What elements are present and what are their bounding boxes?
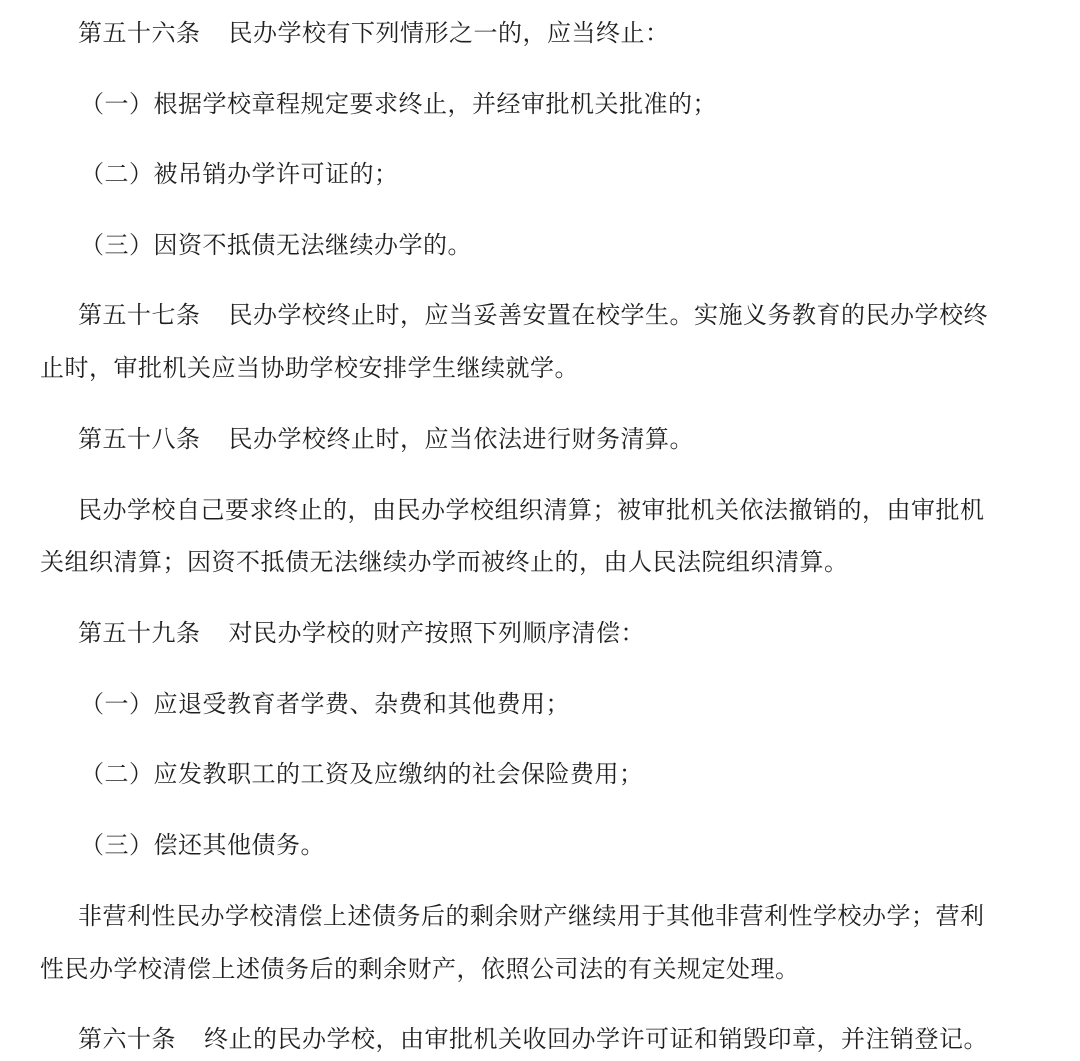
article-58-text: 民办学校终止时，应当依法进行财务清算。 [228,425,694,453]
article-56-item-1: （一）根据学校章程规定要求终止，并经审批机关批准的； [80,90,717,118]
article-56-item-2: （二）被吊销办学许可证的； [80,160,399,188]
article-56-item-3: （三）因资不抵债无法继续办学的。 [80,231,472,259]
article-56-heading [78,17,670,49]
article-59-item-2: （二）应发教职工的工资及应缴纳的社会保险费用； [80,760,644,788]
article-59-heading [78,617,645,649]
article-58-number: 第五十八条 [78,425,201,453]
article-58-para2-line-2: 关组织清算；因资不抵债无法继续办学而被终止的，由人民法院组织清算。 [40,548,849,576]
article-57-line-2: 止时，审批机关应当协助学校安排学生继续就学。 [40,354,579,382]
article-60-text: 终止的民办学校，由审批机关收回办学许可证和销毁印章，并注销登记。 [204,1025,988,1053]
article-59-para2-line-2: 性民办学校清偿上述债务后的剩余财产，依照公司法的有关规定处理。 [40,955,800,983]
article-60-number: 第六十条 [78,1025,176,1053]
article-59-item-3: （三）偿还其他债务。 [80,831,325,859]
article-58-heading [78,423,694,455]
article-57-number: 第五十七条 [78,301,201,329]
article-60-heading [78,1023,988,1055]
article-59-intro: 对民办学校的财产按照下列顺序清偿： [228,619,645,647]
article-57-line-1 [78,299,988,331]
article-57-text: 民办学校终止时，应当妥善安置在校学生。实施义务教育的民办学校终 [228,301,988,329]
article-58-para2-line-1: 民办学校自己要求终止的，由民办学校组织清算；被审批机关依法撤销的，由审批机 [78,496,985,524]
article-59-para2-line-1: 非营利性民办学校清偿上述债务后的剩余财产继续用于其他非营利性学校办学；营利 [78,902,985,930]
article-59-number: 第五十九条 [78,619,201,647]
article-56-number: 第五十六条 [78,19,201,47]
article-56-intro: 民办学校有下列情形之一的，应当终止： [228,19,670,47]
article-59-item-1: （一）应退受教育者学费、杂费和其他费用； [80,690,570,718]
